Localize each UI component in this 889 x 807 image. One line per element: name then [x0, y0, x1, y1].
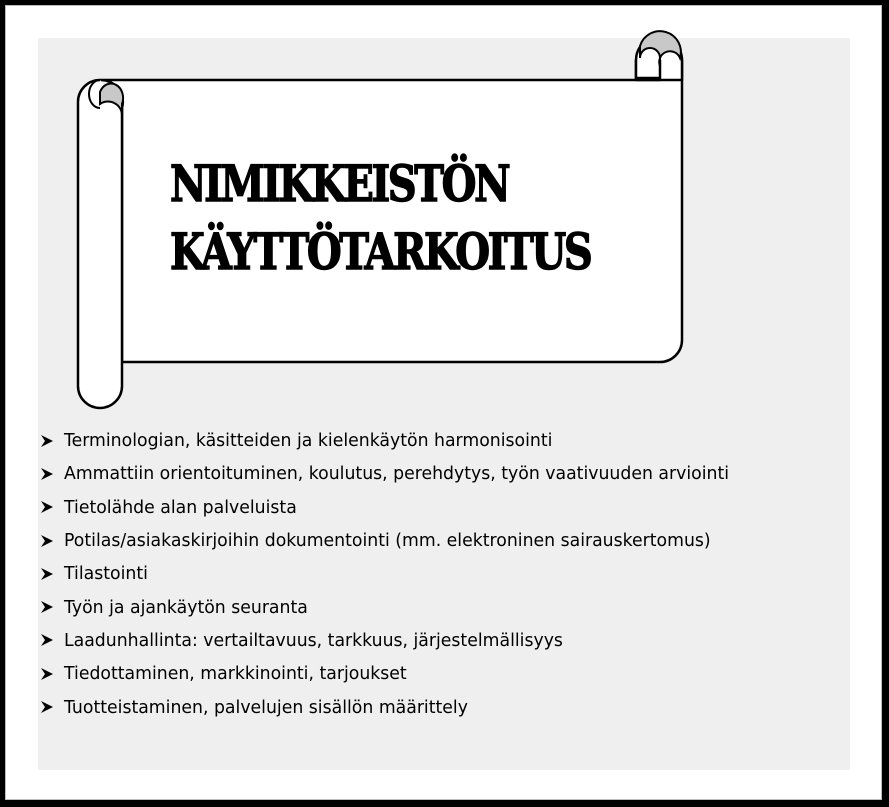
list-item-text: Tiedottaminen, markkinointi, tarjoukset: [64, 663, 407, 685]
arrowhead-bullet-icon: [40, 700, 54, 714]
list-item-text: Tietolähde alan palveluista: [64, 496, 297, 518]
list-item: [40, 624, 757, 657]
list-item: [40, 491, 757, 524]
list-item-text: Laadunhallinta: vertailtavuus, tarkkuus, järjestelmällisyys: [64, 629, 563, 651]
list-item: [40, 457, 757, 490]
list-item-text: Ammattiin orientoituminen, koulutus, perehdytys, työn vaativuuden arviointi: [64, 463, 730, 485]
arrowhead-bullet-icon: [40, 667, 54, 681]
list-item: [40, 657, 757, 690]
arrowhead-bullet-icon: [40, 434, 54, 448]
list-item-text: Terminologian, käsitteiden ja kielenkäytön harmonisointi: [64, 430, 553, 452]
banner-title: [170, 150, 591, 286]
arrowhead-bullet-icon: [40, 567, 54, 581]
banner-title-line1: NIMIKKEISTÖN: [170, 154, 509, 213]
list-item-text: Työn ja ajankäytön seuranta: [64, 596, 308, 618]
list-item-text: Tuotteistaminen, palvelujen sisällön määrittely: [64, 696, 468, 718]
list-item-text: Potilas/asiakaskirjoihin dokumentointi (mm. elektroninen sairauskertomus): [64, 530, 711, 552]
arrowhead-bullet-icon: [40, 500, 54, 514]
list-item: [40, 424, 757, 457]
arrowhead-bullet-icon: [40, 600, 54, 614]
list-item: [40, 690, 757, 723]
list-item: [40, 557, 757, 590]
list-item-text: Tilastointi: [64, 563, 148, 585]
list-item: [40, 590, 757, 623]
list-item: [40, 524, 757, 557]
arrowhead-bullet-icon: [40, 534, 54, 548]
banner-title-line2: KÄYTTÖTARKOITUS: [170, 222, 591, 281]
purpose-list: [40, 424, 757, 724]
arrowhead-bullet-icon: [40, 633, 54, 647]
arrowhead-bullet-icon: [40, 467, 54, 481]
